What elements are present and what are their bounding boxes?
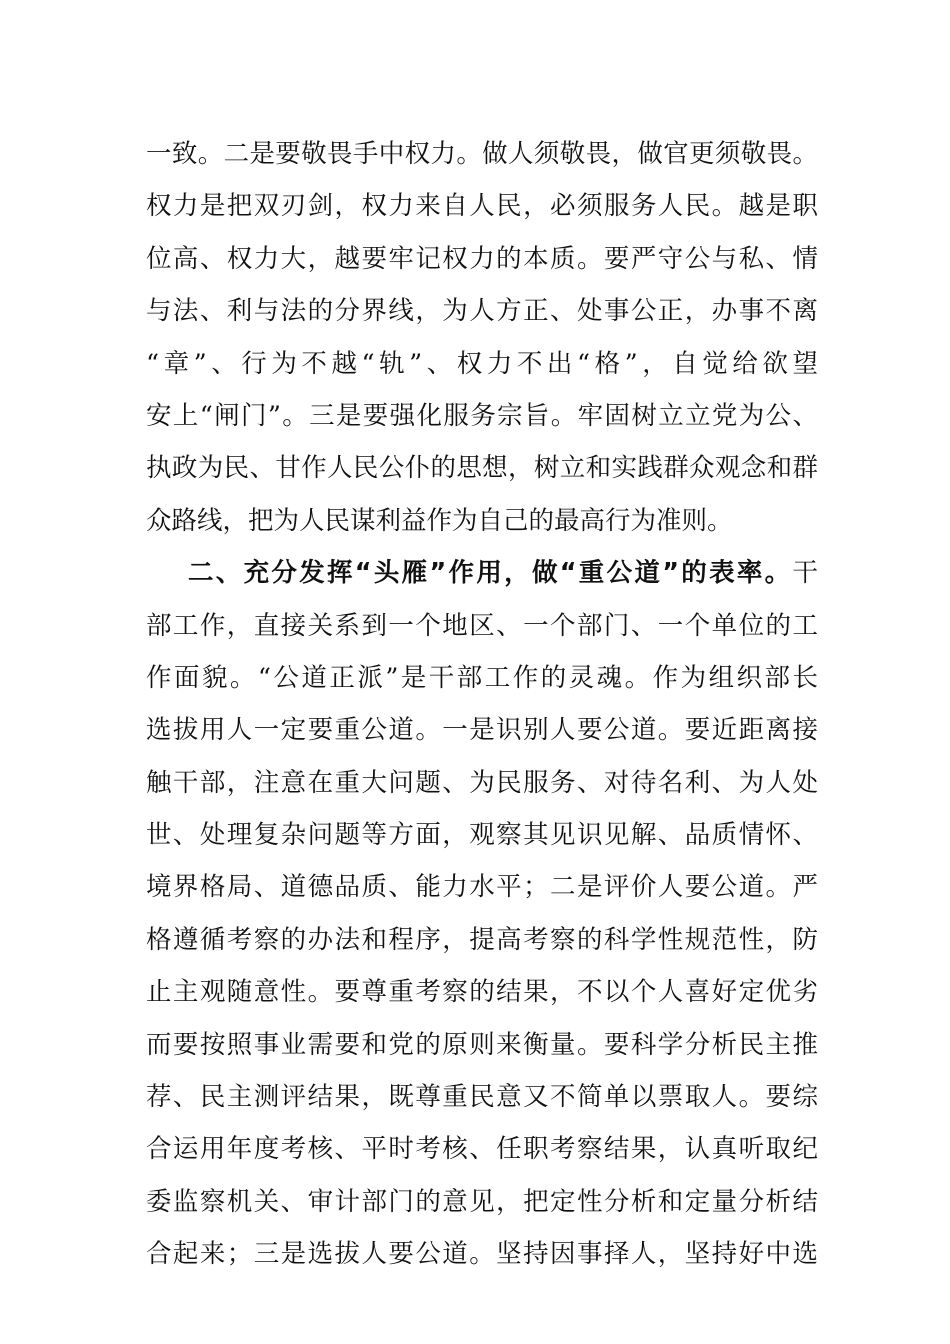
text-line: 安上“闸门”。三是要强化服务宗旨。牢固树立立党为公、 [146,400,818,431]
text-line: 选拔用人一定要重公道。一是识别人要公道。要近距离接 [146,715,818,746]
section-heading: 二、充分发挥“头雁”作用，做“重公道”的表率。 [188,558,793,589]
text-line: “章”、行为不越“轨”、权力不出“格”，自觉给欲望 [146,348,818,379]
text-line: 位高、权力大，越要牢记权力的本质。要严守公与私、情 [146,243,818,274]
text-line: 众路线，把为人民谋利益作为自己的最高行为准则。 [146,505,733,536]
text-line: 一致。二是要敬畏手中权力。做人须敬畏，做官更须敬畏。 [146,139,818,169]
text-line: 委监察机关、审计部门的意见，把定性分析和定量分析结 [146,1186,818,1217]
text-line: 境界格局、道德品质、能力水平；二是评价人要公道。严 [146,872,818,903]
text-line: 世、处理复杂问题等方面，观察其见识见解、品质情怀、 [146,820,818,851]
text-line: 合运用年度考核、平时考核、任职考察结果，认真听取纪 [146,1134,818,1165]
text-fragment: 干 [792,558,818,589]
text-line: 止主观随意性。要尊重考察的结果，不以个人喜好定优劣 [146,977,818,1008]
text-line: 而要按照事业需要和党的原则来衡量。要科学分析民主推 [146,1029,818,1060]
text-line: 执政为民、甘作人民公仆的思想，树立和实践群众观念和群 [146,453,818,484]
text-line: 权力是把双刃剑，权力来自人民，必须服务人民。越是职 [146,191,818,222]
text-line: 作面貌。“公道正派”是干部工作的灵魂。作为组织部长 [146,662,818,693]
text-line: 荐、民主测评结果，既尊重民意又不简单以票取人。要综 [146,1082,818,1113]
text-line: 与法、利与法的分界线，为人方正、处事公正，办事不离 [146,296,818,327]
text-line: 格遵循考察的办法和程序，提高考察的科学性规范性，防 [146,924,818,955]
text-line: 触干部，注意在重大问题、为民服务、对待名利、为人处 [146,767,818,798]
text-line: 部工作，直接关系到一个地区、一个部门、一个单位的工 [146,610,818,641]
section-heading-line [146,547,818,599]
body-text [146,128,818,1281]
text-line: 合起来；三是选拔人要公道。坚持因事择人，坚持好中选 [146,1239,818,1270]
